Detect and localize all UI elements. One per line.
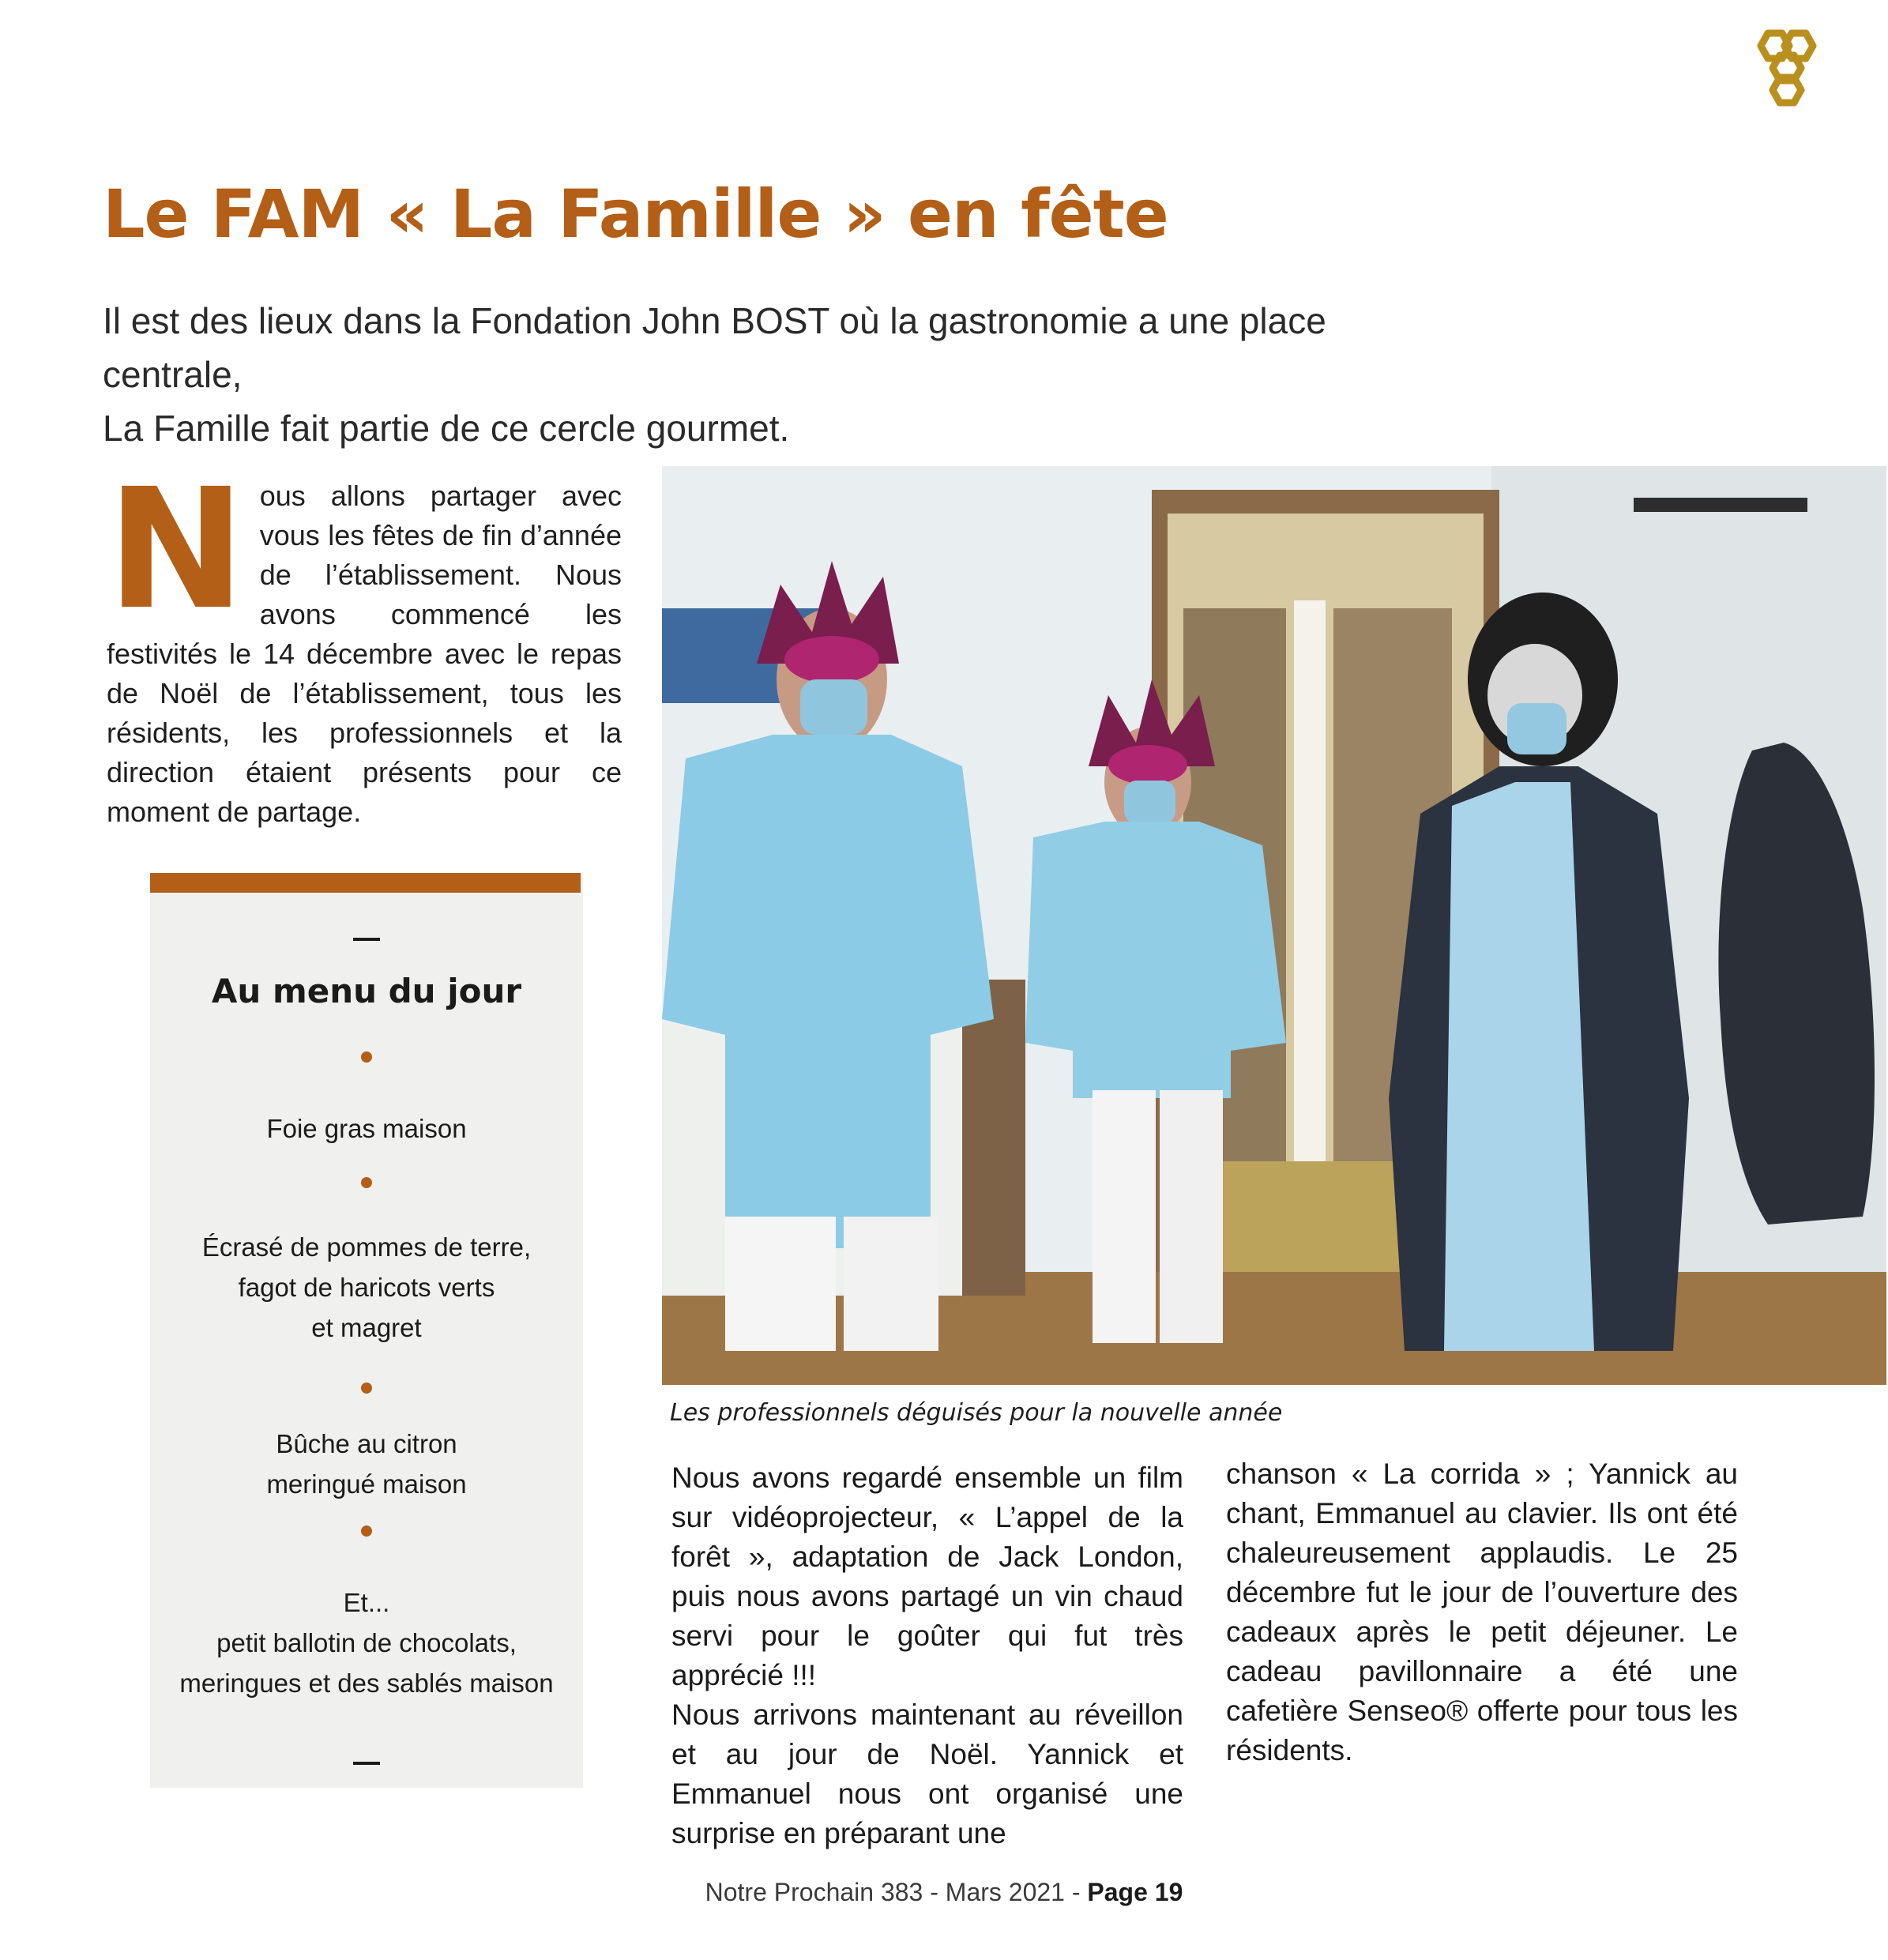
intro-line-1: Il est des lieux dans la Fondation John BOST où la gastronomie a une place centrale,: [103, 300, 1326, 395]
menu-top-dash: [353, 938, 380, 941]
menu-item-3-line-1: Bûche au citron: [276, 1429, 457, 1458]
body-column-2: [1226, 1454, 1738, 1770]
body-paragraph-1: Nous avons regardé ensemble un film sur vidéoprojecteur, « L’appel de la forêt », adaptation de Jack London, puis nous avons partagé un vin chaud servi pour le goûter qui fut très apprécié !!!: [671, 1462, 1183, 1691]
staff-costume-photo: [662, 466, 1886, 1385]
menu-bottom-dash: [353, 1762, 380, 1765]
menu-bullet: [361, 1177, 372, 1188]
menu-title: Au menu du jour: [211, 972, 522, 1010]
menu-item-4-line-1: Et...: [343, 1588, 390, 1617]
menu-bullet: [361, 1525, 372, 1537]
menu-item-1: [150, 1108, 583, 1149]
menu-item-4-line-3: meringues et des sablés maison: [179, 1668, 554, 1698]
menu-item-3-line-2: meringué maison: [266, 1469, 467, 1499]
menu-item-2-line-3: et magret: [311, 1313, 422, 1342]
intro-line-2: La Famille fait partie de ce cercle gourmet.: [103, 408, 790, 449]
photo-caption: Les professionnels déguisés pour la nouvelle année: [670, 1399, 1283, 1427]
body-paragraph-3: chanson « La corrida » ; Yannick au chant, Emmanuel au clavier. Ils ont été chaleureusement applaudis. Le 25 décembre fut le jour de l’ouverture des cadeaux après le petit déjeuner. Le cadeau pavillonnaire a été une cafetière Senseo® offerte pour tous les résidents.: [1226, 1458, 1738, 1766]
menu-accent-bar: [150, 873, 581, 893]
menu-bullet: [361, 1051, 372, 1063]
lead-paragraph: [107, 453, 622, 832]
body-column-1: [671, 1458, 1183, 1853]
hexagon-cluster-icon: [1744, 28, 1830, 111]
menu-item-2-line-1: Écrasé de pommes de terre,: [201, 1232, 532, 1262]
intro-text: [103, 294, 1446, 455]
footer-page-number: Page 19: [1087, 1878, 1183, 1906]
menu-item-1-line-1: Foie gras maison: [266, 1114, 467, 1143]
footer-text: Notre Prochain 383 - Mars 2021 -: [705, 1878, 1088, 1906]
lead-text: ous allons partager avec vous les fêtes de fin d’année de l’établissement. Nous avons commencé les festivités le 14 décembre avec le repas de Noël de l’établissement, tous les résidents, les professionnels et la direction étaient présents pour ce moment de partage.: [107, 480, 622, 828]
menu-item-4-line-2: petit ballotin de chocolats,: [216, 1628, 517, 1657]
page-footer: [0, 1878, 1888, 1907]
menu-item-3: [150, 1424, 583, 1504]
menu-item-4: [150, 1582, 583, 1703]
menu-item-2: [150, 1227, 583, 1348]
menu-item-2-line-2: fagot de haricots verts: [238, 1273, 495, 1302]
menu-bullet: [361, 1383, 372, 1394]
page-title: Le FAM « La Famille » en fête: [103, 175, 1168, 253]
drop-cap: N: [107, 453, 246, 646]
body-paragraph-2: Nous arrivons maintenant au réveillon et au jour de Noël. Yannick et Emmanuel nous ont organisé une surprise en préparant une: [671, 1699, 1183, 1849]
